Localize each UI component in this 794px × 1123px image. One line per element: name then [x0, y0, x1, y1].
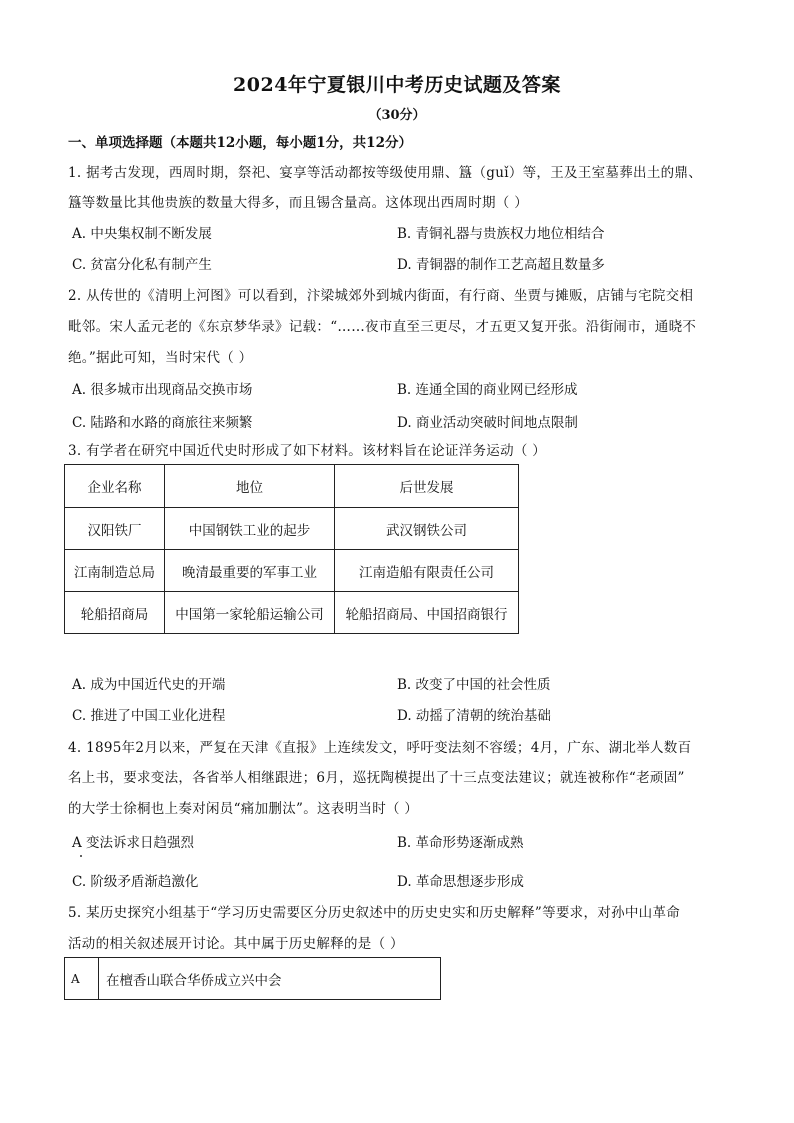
table-header-cell: 后世发展 [335, 465, 519, 508]
page-subtitle: （30分） [368, 108, 426, 123]
q1-option-b: B. 青铜礼器与贵族权力地位相结合 [397, 226, 605, 242]
q4-option-c: C. 阶级矛盾渐趋激化 [72, 874, 199, 890]
q4-option-a: A 变法诉求日趋强烈 [72, 835, 195, 851]
q3-option-d: D. 动摇了清朝的统治基础 [397, 708, 551, 724]
section-heading: 一、单项选择题（本题共12小题，每小题1分，共12分） [68, 135, 412, 151]
page-title: 2024年宁夏银川中考历史试题及答案 [233, 74, 561, 96]
q3-option-a: A. 成为中国近代史的开端 [72, 677, 226, 693]
q3-option-b: B. 改变了中国的社会性质 [397, 677, 551, 693]
q2-option-a: A. 很多城市出现商品交换市场 [72, 382, 253, 398]
table-cell: 江南制造总局 [65, 550, 165, 592]
table-row [65, 592, 519, 634]
q2-stem-line2: 毗邻。宋人孟元老的《东京梦华录》记载：“……夜市直至三更尽，才五更又复开张。沿街闹市，通晓不 [68, 319, 697, 335]
table-header-row [65, 465, 519, 508]
q4-stem-line2: 名上书，要求变法，各省举人相继跟进；6月，巡抚陶模提出了十三点变法建议；就连被称作“老顽固” [68, 770, 685, 786]
q1-stem-line1: 1. 据考古发现，西周时期，祭祀、宴享等活动都按等级使用鼎、簋（guǐ）等，王及王室墓葬出土的鼎、 [68, 165, 703, 181]
table-cell: 在檀香山联合华侨成立兴中会 [99, 958, 441, 1000]
q2-stem-line1: 2. 从传世的《清明上河图》可以看到，汴梁城郊外到城内街面，有行商、坐贾与摊贩，店铺与宅院交相 [68, 288, 694, 304]
q5-table [64, 957, 441, 1000]
q4-stem-line3: 的大学士徐桐也上奏对闲员“痛加删汰”。这表明当时（ ） [68, 801, 419, 817]
table-cell: 中国钢铁工业的起步 [165, 508, 335, 550]
q1-option-d: D. 青铜器的制作工艺高超且数量多 [397, 257, 605, 273]
q2-option-c: C. 陆路和水路的商旅往来频繁 [72, 415, 253, 431]
table-cell: 晚清最重要的军事工业 [165, 550, 335, 592]
table-cell: 轮船招商局 [65, 592, 165, 634]
table-header-cell: 企业名称 [65, 465, 165, 508]
q2-option-b: B. 连通全国的商业网已经形成 [397, 382, 578, 398]
q1-stem-line2: 簋等数量比其他贵族的数量大得多，而且锡含量高。这体现出西周时期（ ） [68, 195, 528, 211]
stray-dot [80, 855, 82, 857]
table-cell: 轮船招商局、中国招商银行 [335, 592, 519, 634]
table-cell: 武汉钢铁公司 [335, 508, 519, 550]
q2-stem-line3: 绝。”据此可知，当时宋代（ ） [68, 350, 253, 366]
table-cell: 中国第一家轮船运输公司 [165, 592, 335, 634]
table-cell: 汉阳铁厂 [65, 508, 165, 550]
table-cell: A [65, 958, 99, 1000]
table-row [65, 550, 519, 592]
q4-option-b: B. 革命形势逐渐成熟 [397, 835, 524, 851]
table-row [65, 958, 441, 1000]
q4-stem-line1: 4. 1895年2月以来，严复在天津《直报》上连续发文，呼吁变法刻不容缓；4月，广东、湖北举人数百 [68, 740, 692, 756]
q2-option-d: D. 商业活动突破时间地点限制 [397, 415, 578, 431]
q3-option-c: C. 推进了中国工业化进程 [72, 708, 226, 724]
q3-stem-line1: 3. 有学者在研究中国近代史时形成了如下材料。该材料旨在论证洋务运动（ ） [68, 443, 547, 459]
q5-stem-line1: 5. 某历史探究小组基于“学习历史需要区分历史叙述中的历史史实和历史解释”等要求，对孙中山革命 [68, 905, 681, 921]
q1-option-a: A. 中央集权制不断发展 [72, 226, 212, 242]
q5-stem-line2: 活动的相关叙述展开讨论。其中属于历史解释的是（ ） [68, 936, 404, 952]
table-header-cell: 地位 [165, 465, 335, 508]
q3-table [64, 464, 519, 634]
q1-option-c: C. 贫富分化私有制产生 [72, 257, 212, 273]
table-row [65, 508, 519, 550]
table-cell: 江南造船有限责任公司 [335, 550, 519, 592]
q4-option-d: D. 革命思想逐步形成 [397, 874, 524, 890]
